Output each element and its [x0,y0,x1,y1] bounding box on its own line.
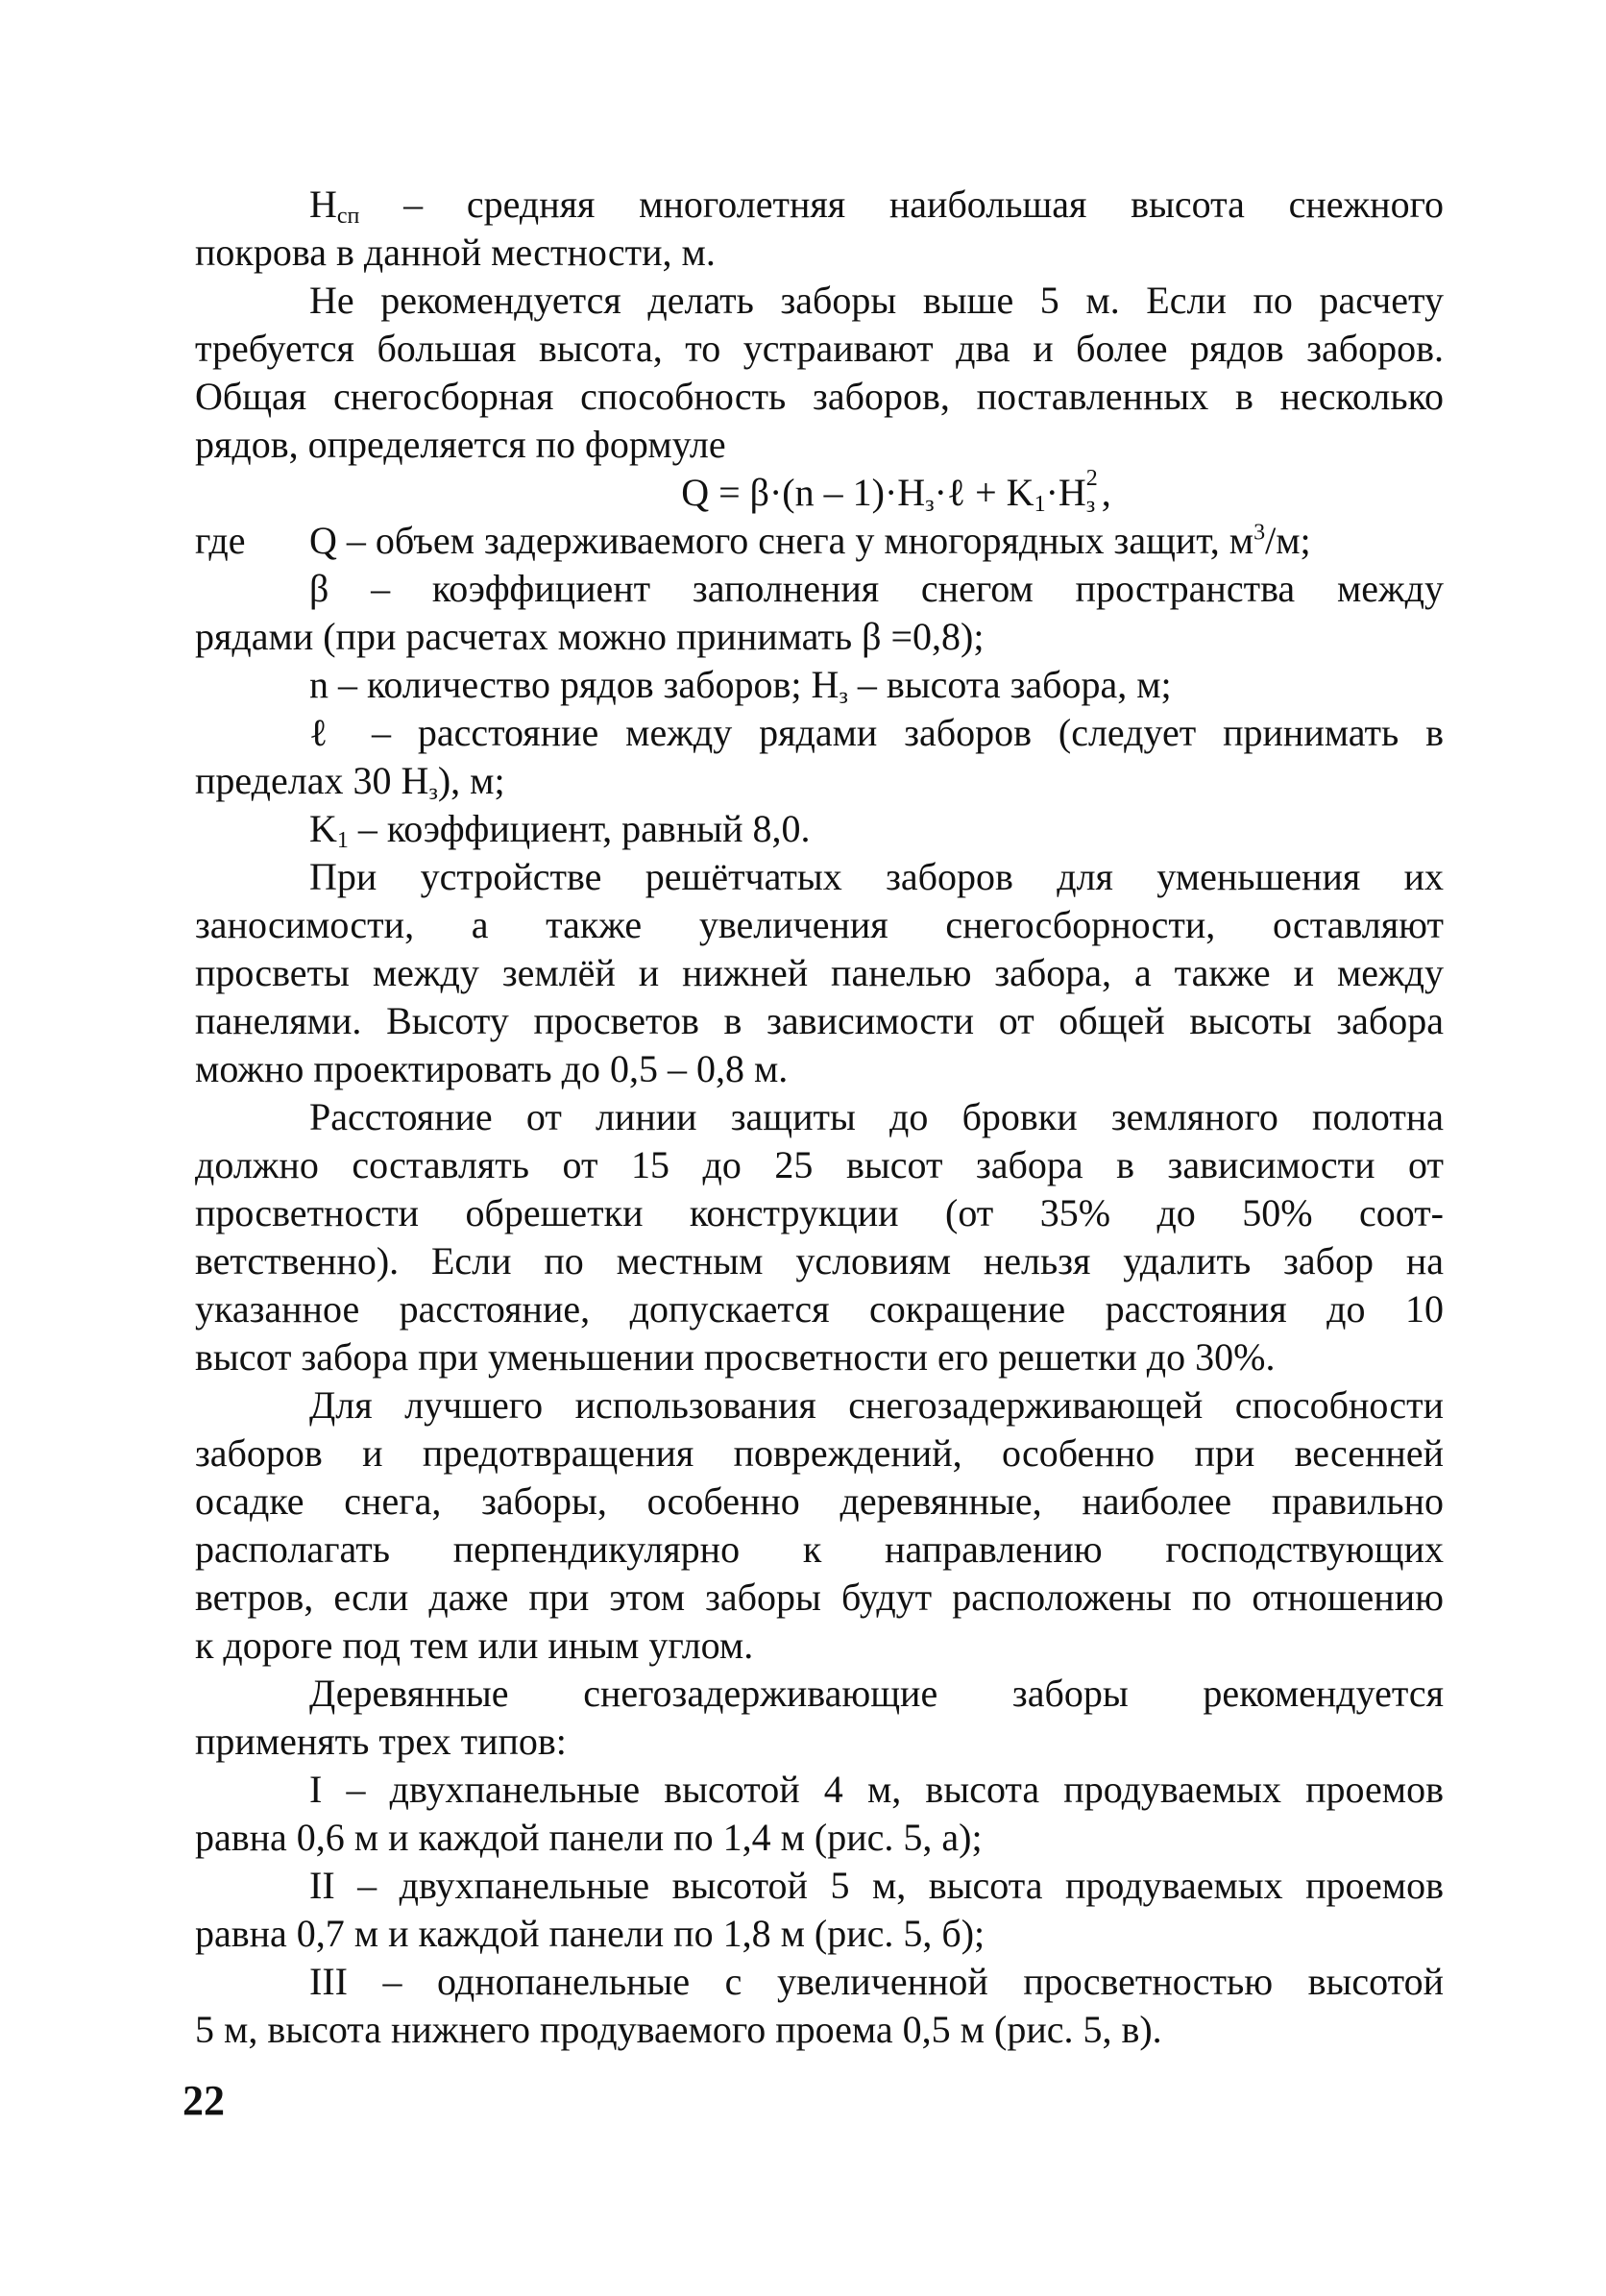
para2-line3: просветы между землёй и нижней панелью забора, а также и между [195,951,1444,994]
where-k: $K_1$ – коэффициент, равный 8,0. [309,807,811,853]
type3-line1: III – однопанельные с увеличенной просветностью высотой [309,1960,1444,2003]
para3-line6: высот забора при уменьшении просветности его решетки до 30%. [195,1335,1276,1379]
where-q: где Q – объем задерживаемого снега у многорядных защит, $м^3/м$; [195,517,1444,565]
para4-line1: Для лучшего использования снегозадерживающей способности [309,1383,1444,1427]
para1-line1: Не рекомендуется делать заборы выше 5 м. Если по расчету [309,279,1444,322]
para4-line3: осадке снега, заборы, особенно деревянные, наиболее правильно [195,1479,1444,1523]
where-beta-line2: рядами (при расчетах можно принимать β =0,8); [195,615,985,658]
page-body [195,181,1444,2054]
formula: $Q = \beta\cdot(n - 1)\cdot H_з\cdot\ell + K_1\cdot H$ 2 з , [681,466,1111,518]
para4-line2: заборов и предотвращения повреждений, особенно при весенней [195,1431,1444,1475]
page-number: 22 [182,2077,225,2124]
para3-line5: указанное расстояние, допускается сокращение расстояния до 10 [195,1287,1444,1331]
type2-line1: II – двухпанельные высотой 5 м, высота продуваемых проемов [309,1864,1444,1907]
para2-line4: панелями. Высоту просветов в зависимости от общей высоты забора [195,999,1444,1042]
para1-line3: Общая снегосборная способность заборов, поставленных в несколько [195,375,1444,418]
where-beta-line1: β – коэффициент заполнения снегом пространства между [309,567,1444,610]
para1-line2: требуется большая высота, то устраивают два и более рядов заборов. [195,327,1444,370]
para2-line2: заносимости, а также увеличения снегосборности, оставляют [195,903,1444,946]
type1-line1: I – двухпанельные высотой 4 м, высота продуваемых проемов [309,1768,1444,1811]
para4-line4: располагать перпендикулярно к направлению господствующих [195,1527,1444,1571]
para5-line1: Деревянные снегозадерживающие заборы рекомендуется [309,1672,1444,1715]
hsp-text: – средняя многолетняя наибольшая высота снежного [359,183,1444,226]
definition-hsp-cont: покрова в данной местности, м. [195,231,716,274]
hsp-symbol: H [309,183,337,226]
para4-line5: ветров, если даже при этом заборы будут расположены по отношению [195,1575,1444,1619]
where-n: n – количество рядов заборов; $H_з$ – высота забора, м; [309,663,1172,709]
where-label: где [195,519,246,562]
para2-line5: можно проектировать до 0,5 – 0,8 м. [195,1047,789,1090]
type3-line2: 5 м, высота нижнего продуваемого проема 0,5 м (рис. 5, в). [195,2008,1162,2051]
type2-line2: равна 0,7 м и каждой панели по 1,8 м (рис. 5, б); [195,1912,986,1955]
type1-line2: равна 0,6 м и каждой панели по 1,4 м (рис. 5, а); [195,1816,983,1859]
para3-line2: должно составлять от 15 до 25 высот забора в зависимости от [195,1143,1444,1186]
formula-supsub: 2 з [1085,466,1098,518]
hsp-subscript: сп [336,204,360,229]
definition-hsp [195,181,1444,229]
para3-line1: Расстояние от линии защиты до бровки земляного полотна [309,1095,1444,1138]
para2-line1: При устройстве решётчатых заборов для уменьшения их [309,855,1444,898]
para5-line2: применять трех типов: [195,1720,567,1763]
para3-line4: ветственно). Если по местным условиям нельзя удалить забор на [195,1239,1444,1282]
where-l-line1: ℓ – расстояние между рядами заборов (следует принимать в [309,711,1444,754]
para1-line4: рядов, определяется по формуле [195,423,726,466]
para4-line6: к дороге под тем или иным углом. [195,1624,754,1667]
para3-line3: просветности обрешетки конструкции (от 35% до 50% соот- [195,1191,1444,1234]
where-l-line2: пределах 30 $H_з$), м; [195,759,505,805]
